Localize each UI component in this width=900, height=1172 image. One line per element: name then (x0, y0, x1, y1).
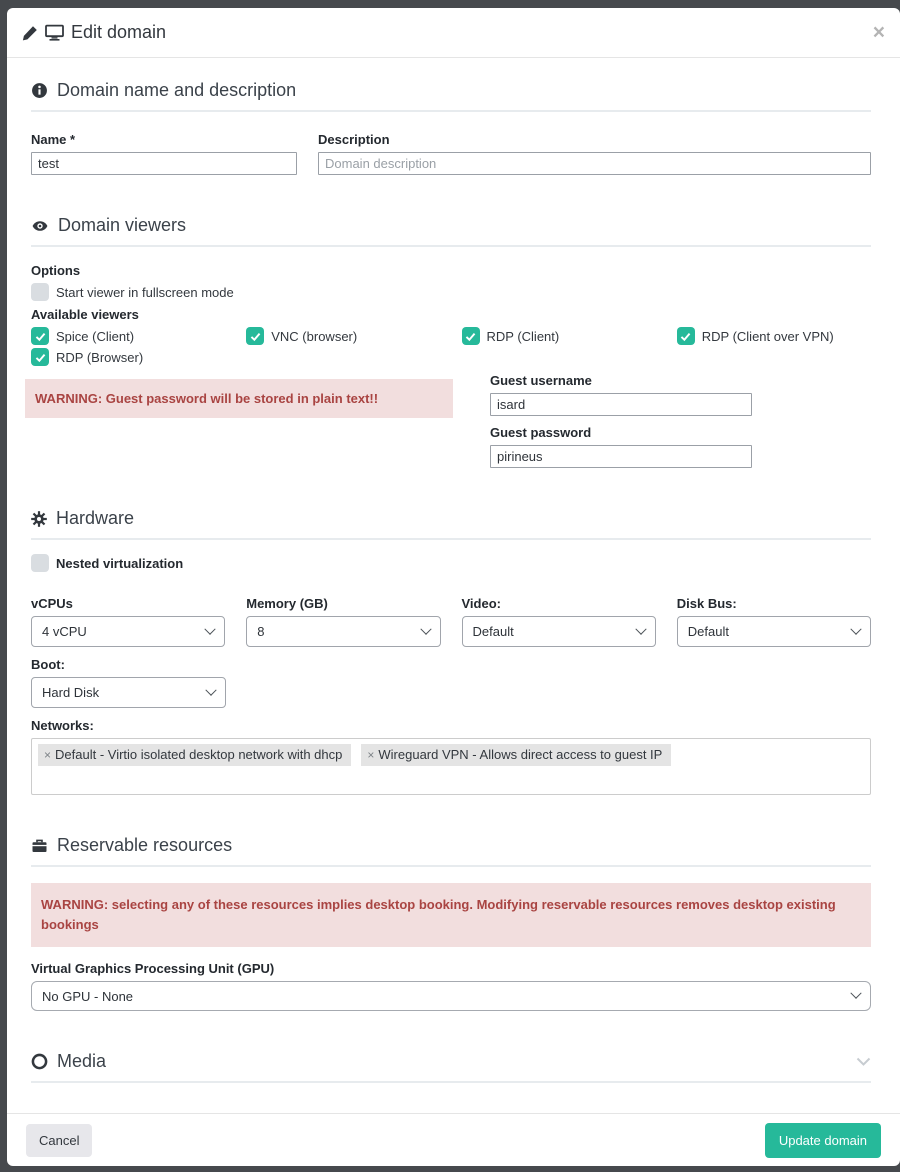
boot-value: Hard Disk (42, 685, 100, 700)
viewer-option-rdp-vpn (677, 327, 871, 345)
section-heading: Media (57, 1051, 107, 1071)
remove-tag-icon[interactable]: × (367, 747, 375, 762)
network-tag (361, 744, 671, 766)
remove-tag-icon[interactable]: × (44, 747, 52, 762)
fullscreen-checkbox[interactable] (31, 283, 49, 301)
video-value: Default (472, 624, 514, 639)
section-heading: Domain viewers (58, 215, 187, 235)
vcpus-label: vCPUs (31, 596, 73, 611)
available-viewers-grid (31, 327, 871, 366)
gear-icon (31, 511, 47, 527)
viewer-option-vnc (246, 327, 440, 345)
chevron-down-icon (850, 623, 861, 634)
guest-username-label: Guest username (490, 373, 592, 388)
boot-select[interactable] (31, 677, 226, 708)
guest-credentials-row (31, 373, 871, 468)
memory-label: Memory (GB) (246, 596, 328, 611)
guest-password-input[interactable] (490, 445, 752, 468)
rdp-browser-checkbox[interactable] (31, 348, 49, 366)
section-media (31, 1051, 871, 1083)
spice-client-checkbox[interactable] (31, 327, 49, 345)
nested-virtualization-row (31, 554, 871, 572)
vnc-browser-checkbox[interactable] (246, 327, 264, 345)
viewer-option-rdp-browser (31, 348, 225, 366)
modal-title-text: Edit domain (71, 22, 167, 42)
rdp-client-vpn-checkbox[interactable] (677, 327, 695, 345)
fullscreen-option-row (31, 283, 871, 301)
update-domain-button[interactable]: Update domain (765, 1123, 881, 1158)
viewer-label: RDP (Browser) (56, 349, 144, 365)
viewer-option-rdp-client (462, 327, 656, 345)
modal-body (7, 58, 900, 1113)
section-hardware (31, 508, 871, 795)
video-label: Video: (461, 596, 501, 611)
diskbus-value: Default (687, 624, 729, 639)
memory-value: 8 (257, 624, 265, 639)
section-title-name-description (31, 80, 871, 112)
pencil-icon (22, 25, 38, 41)
desktop-icon (45, 24, 64, 41)
viewer-label: RDP (Client) (486, 328, 560, 344)
chevron-down-icon (205, 623, 216, 634)
fullscreen-label: Start viewer in fullscreen mode (56, 284, 234, 300)
circle-icon (31, 1053, 48, 1070)
vcpus-select[interactable] (31, 616, 225, 647)
guest-username-input[interactable] (490, 393, 752, 416)
viewer-label: VNC (browser) (271, 328, 358, 344)
cancel-button[interactable]: Cancel (26, 1124, 92, 1157)
gpu-value: No GPU - None (42, 988, 134, 1004)
section-name-description (31, 80, 871, 175)
section-title-hardware (31, 508, 871, 540)
edit-domain-modal (7, 8, 900, 1166)
network-tag (38, 744, 351, 766)
diskbus-label: Disk Bus: (676, 596, 737, 611)
briefcase-icon (31, 838, 48, 854)
diskbus-select[interactable] (677, 616, 871, 647)
section-title-domain-viewers (31, 215, 871, 247)
modal-footer (7, 1113, 900, 1166)
guest-password-label: Guest password (490, 425, 592, 440)
chevron-down-icon (420, 623, 431, 634)
name-label: Name * (31, 132, 76, 147)
viewer-option-spice (31, 327, 225, 345)
gpu-label: Virtual Graphics Processing Unit (GPU) (31, 961, 275, 976)
section-heading: Hardware (56, 508, 135, 528)
info-circle-icon (31, 82, 48, 99)
viewer-label: RDP (Client over VPN) (701, 328, 834, 344)
viewer-label: Spice (Client) (56, 328, 135, 344)
section-reservable-resources (31, 835, 871, 1011)
section-title-media (31, 1051, 871, 1083)
chevron-down-icon (850, 988, 861, 999)
section-title-reservables (31, 835, 871, 867)
name-input[interactable] (31, 152, 297, 175)
eye-icon (31, 218, 49, 234)
network-tag-label: Wireguard VPN - Allows direct access to guest IP (378, 747, 663, 762)
chevron-down-icon (635, 623, 646, 634)
description-label: Description (318, 132, 390, 147)
options-label: Options (31, 263, 81, 278)
gpu-select[interactable] (31, 981, 871, 1011)
guest-password-warning: WARNING: Guest password will be stored in plain text!! (25, 379, 453, 418)
modal-title (22, 22, 166, 43)
modal-header (7, 8, 900, 58)
collapse-chevron-icon[interactable] (856, 1057, 871, 1067)
nested-virtualization-checkbox[interactable] (31, 554, 49, 572)
close-icon[interactable]: × (872, 21, 885, 44)
booking-warning: WARNING: selecting any of these resources implies desktop booking. Modifying reservable resources removes desktop existing bookings (31, 883, 871, 947)
rdp-client-checkbox[interactable] (462, 327, 480, 345)
section-domain-viewers (31, 215, 871, 468)
available-viewers-label: Available viewers (31, 307, 139, 322)
networks-multiselect[interactable] (31, 738, 871, 795)
description-input[interactable] (318, 152, 871, 175)
memory-select[interactable] (246, 616, 440, 647)
networks-label: Networks: (31, 718, 94, 733)
section-heading: Reservable resources (57, 835, 233, 855)
video-select[interactable] (462, 616, 656, 647)
nested-virtualization-label: Nested virtualization (56, 555, 184, 571)
hardware-selects-grid (31, 596, 871, 647)
chevron-down-icon (205, 684, 216, 695)
boot-label: Boot: (31, 657, 65, 672)
vcpus-value: 4 vCPU (42, 624, 87, 639)
section-heading: Domain name and description (57, 80, 297, 100)
network-tag-label: Default - Virtio isolated desktop network with dhcp (55, 747, 343, 762)
